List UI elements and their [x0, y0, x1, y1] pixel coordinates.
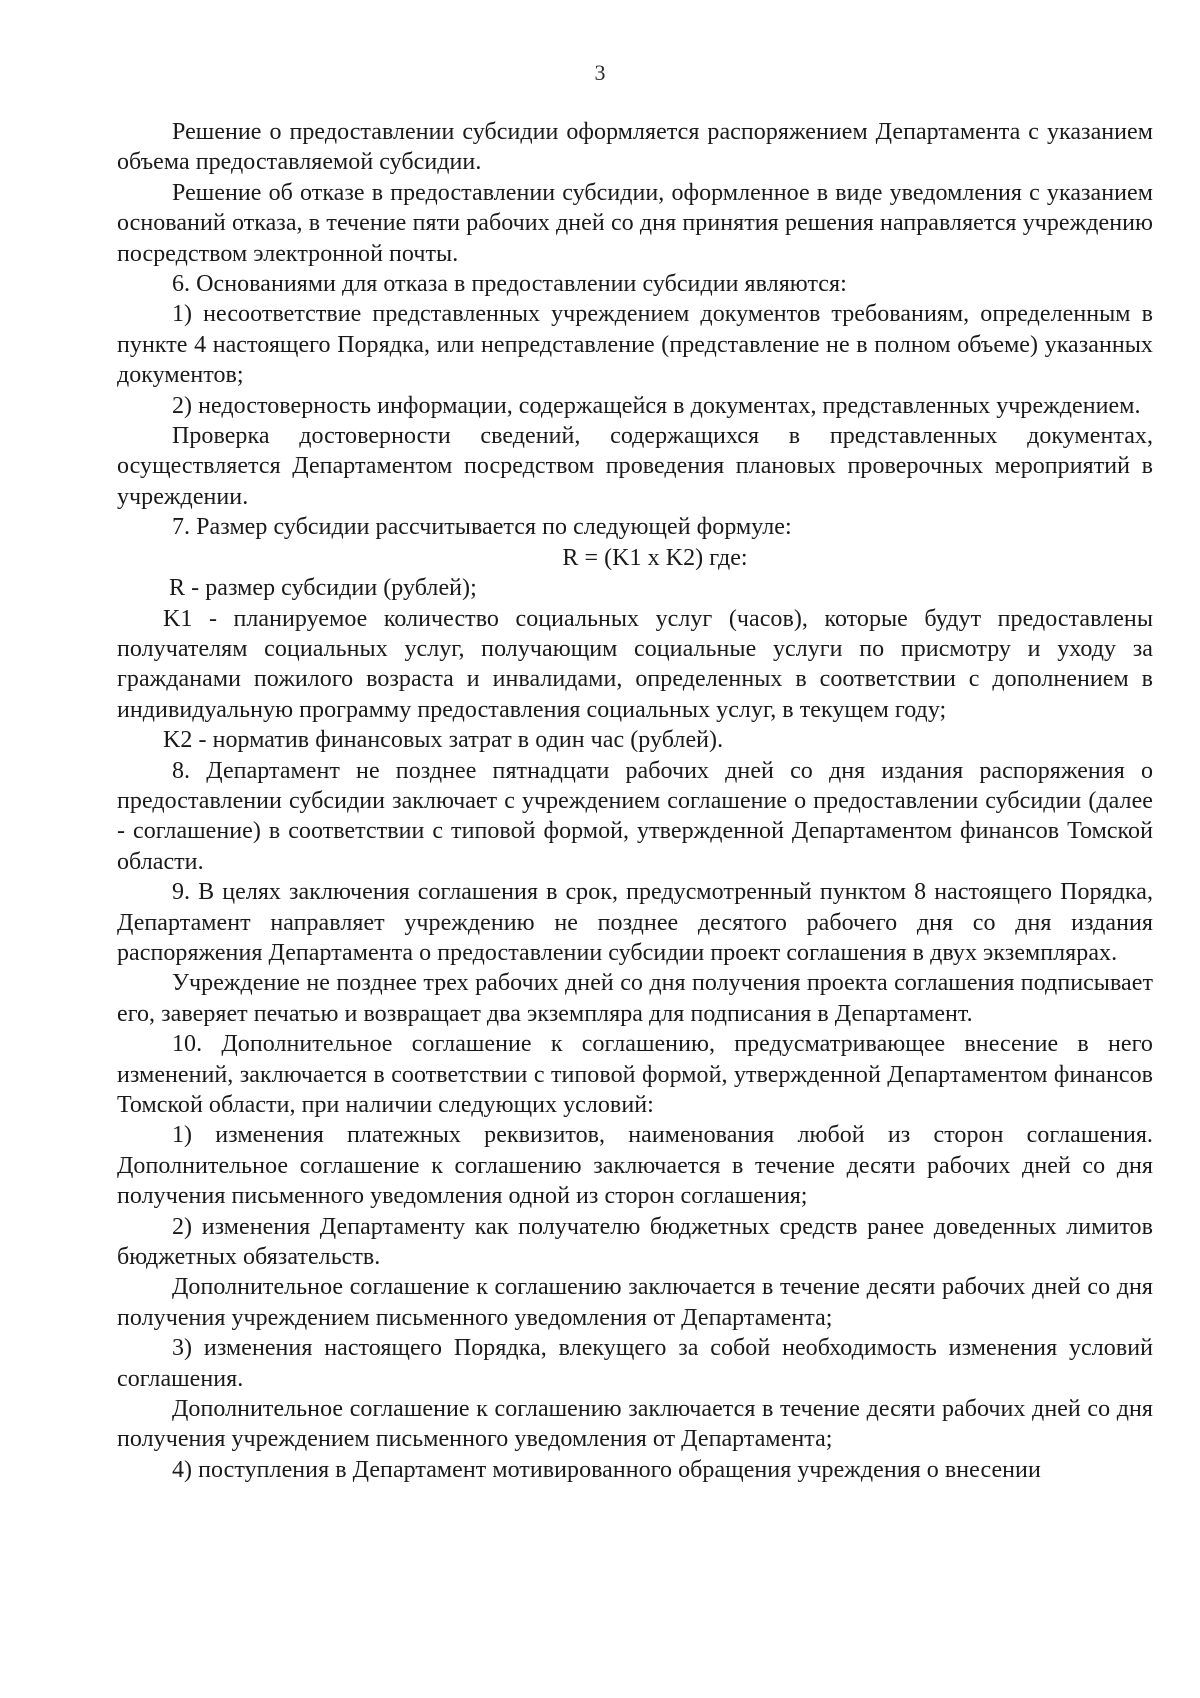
document-body [117, 117, 1153, 1485]
subsidy-formula: R = (K1 x K2) где: [562, 544, 748, 571]
paragraph-condition-4: 4) поступления в Департамент мотивированного обращения учреждения о внесении [172, 1456, 1041, 1483]
paragraph-section-7: 7. Размер субсидии рассчитывается по следующей формуле: [172, 514, 792, 541]
paragraph-condition-2-term: Дополнительное соглашение к соглашению заключается в течение десяти рабочих дней со дня получения учреждением письменного уведомления от Департамента; [117, 1274, 1153, 1331]
paragraph-agreement-signing: Учреждение не позднее трех рабочих дней со дня получения проекта соглашения подписывает его, заверяет печатью и возвращает два экземпляра для подписания в Департамент. [117, 970, 1153, 1027]
paragraph-section-10: 10. Дополнительное соглашение к соглашению, предусматривающее внесение в него изменений, заключается в соответствии с типовой формой, утвержденной Департаментом финансов Томской области, при наличии следующих условий: [117, 1031, 1153, 1118]
paragraph-verification: Проверка достоверности сведений, содержащихся в представленных документах, осуществляется Департаментом посредством проведения плановых проверочных мероприятий в учреждении. [117, 423, 1153, 510]
paragraph-decision-form: Решение о предоставлении субсидии оформляется распоряжением Департамента с указанием объема предоставляемой субсидии. [117, 119, 1153, 176]
definition-r: R - размер субсидии (рублей); [169, 575, 477, 602]
page-number: 3 [594, 60, 606, 85]
paragraph-condition-3: 3) изменения настоящего Порядка, влекущего за собой необходимость изменения условий соглашения. [117, 1335, 1153, 1392]
paragraph-section-8: 8. Департамент не позднее пятнадцати рабочих дней со дня издания распоряжения о предоставлении субсидии заключает с учреждением соглашение о предоставлении субсидии (далее - соглашение) в соответствии с типовой формой, утвержденной Департаментом финансов Томской области. [117, 757, 1153, 875]
paragraph-refusal-notice: Решение об отказе в предоставлении субсидии, оформленное в виде уведомления с указанием оснований отказа, в течение пяти рабочих дней со дня принятия решения направляется учреждению посредством электронной почты. [117, 179, 1153, 267]
paragraph-condition-2: 2) изменения Департаменту как получателю бюджетных средств ранее доведенных лимитов бюджетных обязательств. [117, 1213, 1153, 1271]
definition-k1: K1 - планируемое количество социальных услуг (часов), которые будут предоставлены получателям социальных услуг, получающим социальные услуги по присмотру и уходу за гражданами пожилого возраста и инвалидами, определенных в соответствии с дополнением в индивидуальную программу предоставления социальных услуг, в текущем году; [117, 605, 1153, 723]
paragraph-refusal-ground-2: 2) недостоверность информации, содержащейся в документах, представленных учреждением. [172, 392, 1141, 419]
paragraph-condition-3-term: Дополнительное соглашение к соглашению заключается в течение десяти рабочих дней со дня получения учреждением письменного уведомления от Департамента; [117, 1396, 1153, 1453]
paragraph-refusal-ground-1: 1) несоответствие представленных учреждением документов требованиям, определенным в пункте 4 настоящего Порядка, или непредставление (представление не в полном объеме) указанных документов; [117, 301, 1153, 389]
definition-k2: K2 - норматив финансовых затрат в один час (рублей). [163, 727, 724, 754]
paragraph-section-6: 6. Основаниями для отказа в предоставлении субсидии являются: [172, 271, 847, 298]
paragraph-condition-1: 1) изменения платежных реквизитов, наименования любой из сторон соглашения. Дополнительное соглашение к соглашению заключается в течение десяти рабочих дней со дня получения письменного уведомления одной из сторон соглашения; [117, 1122, 1153, 1210]
paragraph-section-9: 9. В целях заключения соглашения в срок, предусмотренный пунктом 8 настоящего Порядка, Департамент направляет учреждению не позднее десятого рабочего дня со дня издания распоряжения Департамента о предоставлении субсидии проект соглашения в двух экземплярах. [117, 879, 1153, 966]
